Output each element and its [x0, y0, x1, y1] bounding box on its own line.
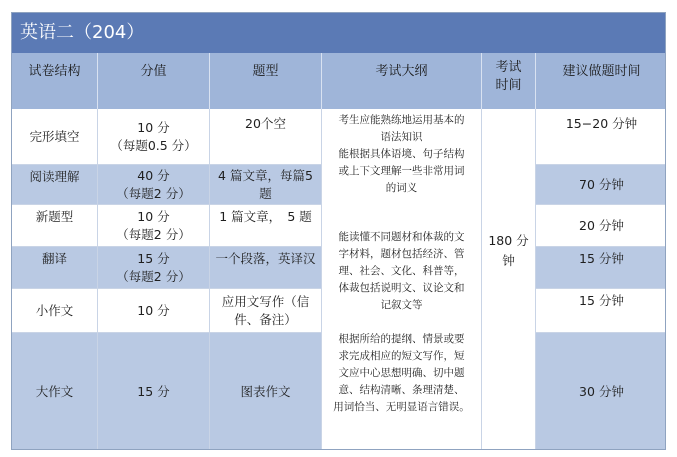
outline-column: [322, 109, 482, 450]
table-title: 英语二（204）: [12, 13, 665, 53]
header-exam-time-text: 考试时间: [495, 60, 522, 93]
row-4-suggested: 15 分钟: [536, 247, 666, 289]
row-2-score: 40 分 （每题2 分）: [98, 165, 210, 205]
outline-line: 体裁包括说明文、议论文和: [338, 282, 465, 294]
header-outline: 考试大纲: [322, 53, 482, 109]
row-6-suggested: 30 分钟: [536, 333, 666, 450]
outline-line: 考生应能熟练地运用基本的: [338, 114, 465, 126]
outline-line: 记叙文等: [380, 299, 423, 311]
header-type: 题型: [210, 53, 322, 109]
outline-line: 的词义: [385, 182, 418, 194]
row-2-structure: 阅读理解: [12, 165, 98, 205]
header-suggested: 建议做题时间: [536, 53, 666, 109]
outline-line: 语法知识: [380, 131, 423, 143]
header-structure: 试卷结构: [12, 53, 98, 109]
row-2-suggested: 70 分钟: [536, 165, 666, 205]
row-4-structure: 翻译: [12, 247, 98, 289]
row-5-type: 应用文写作（信 件、备注）: [210, 289, 322, 333]
outline-block-reading: [326, 229, 477, 314]
row-5-structure: 小作文: [12, 289, 98, 333]
outline-line: 能读懂不同题材和体裁的文: [338, 231, 465, 243]
outline-line: 文应中心思想明确、切中题: [338, 367, 465, 379]
row-3-type: 1 篇文章， 5 题: [210, 205, 322, 247]
row-6-structure: 大作文: [12, 333, 98, 450]
outline-block-grammar: [326, 112, 477, 197]
outline-line: 意、结构清晰、条理清楚、: [338, 384, 465, 396]
outline-line: 能根据具体语境、句子结构: [338, 148, 465, 160]
row-3-suggested: 20 分钟: [536, 205, 666, 247]
outline-line: 理、社会、文化、科普等，: [338, 265, 465, 277]
row-5-score: 10 分: [98, 289, 210, 333]
outline-line: 字材料，题材包括经济、管: [338, 248, 465, 260]
row-6-score: 15 分: [98, 333, 210, 450]
row-1-score: 10 分 （每题0.5 分）: [98, 109, 210, 165]
row-6-type: 图表作文: [210, 333, 322, 450]
outline-line: 根据所给的提纲、情景或要: [338, 333, 465, 345]
exam-structure-table: [11, 12, 666, 450]
exam-time-value: 180 分 钟: [488, 233, 529, 268]
outline-block-writing: [326, 331, 477, 416]
exam-time-cell: [482, 109, 536, 450]
row-3-score: 10 分 （每题2 分）: [98, 205, 210, 247]
row-2-type: 4 篇文章，每篇5 题: [210, 165, 322, 205]
row-1-suggested: 15−20 分钟: [536, 109, 666, 165]
row-3-structure: 新题型: [12, 205, 98, 247]
outline-line: 或上下文理解一些非常用词: [338, 165, 465, 177]
row-4-type: 一个段落，英译汉: [210, 247, 322, 289]
row-1-type: 20个空: [210, 109, 322, 165]
header-score: 分值: [98, 53, 210, 109]
header-exam-time: [482, 53, 536, 109]
row-1-structure: 完形填空: [12, 109, 98, 165]
row-4-score: 15 分 （每题2 分）: [98, 247, 210, 289]
row-5-suggested: 15 分钟: [536, 289, 666, 333]
page-edge: [666, 0, 677, 457]
outline-line: 求完成相应的短文写作，短: [338, 350, 465, 362]
outline-line: 用词恰当、无明显语言错误。: [333, 401, 470, 413]
